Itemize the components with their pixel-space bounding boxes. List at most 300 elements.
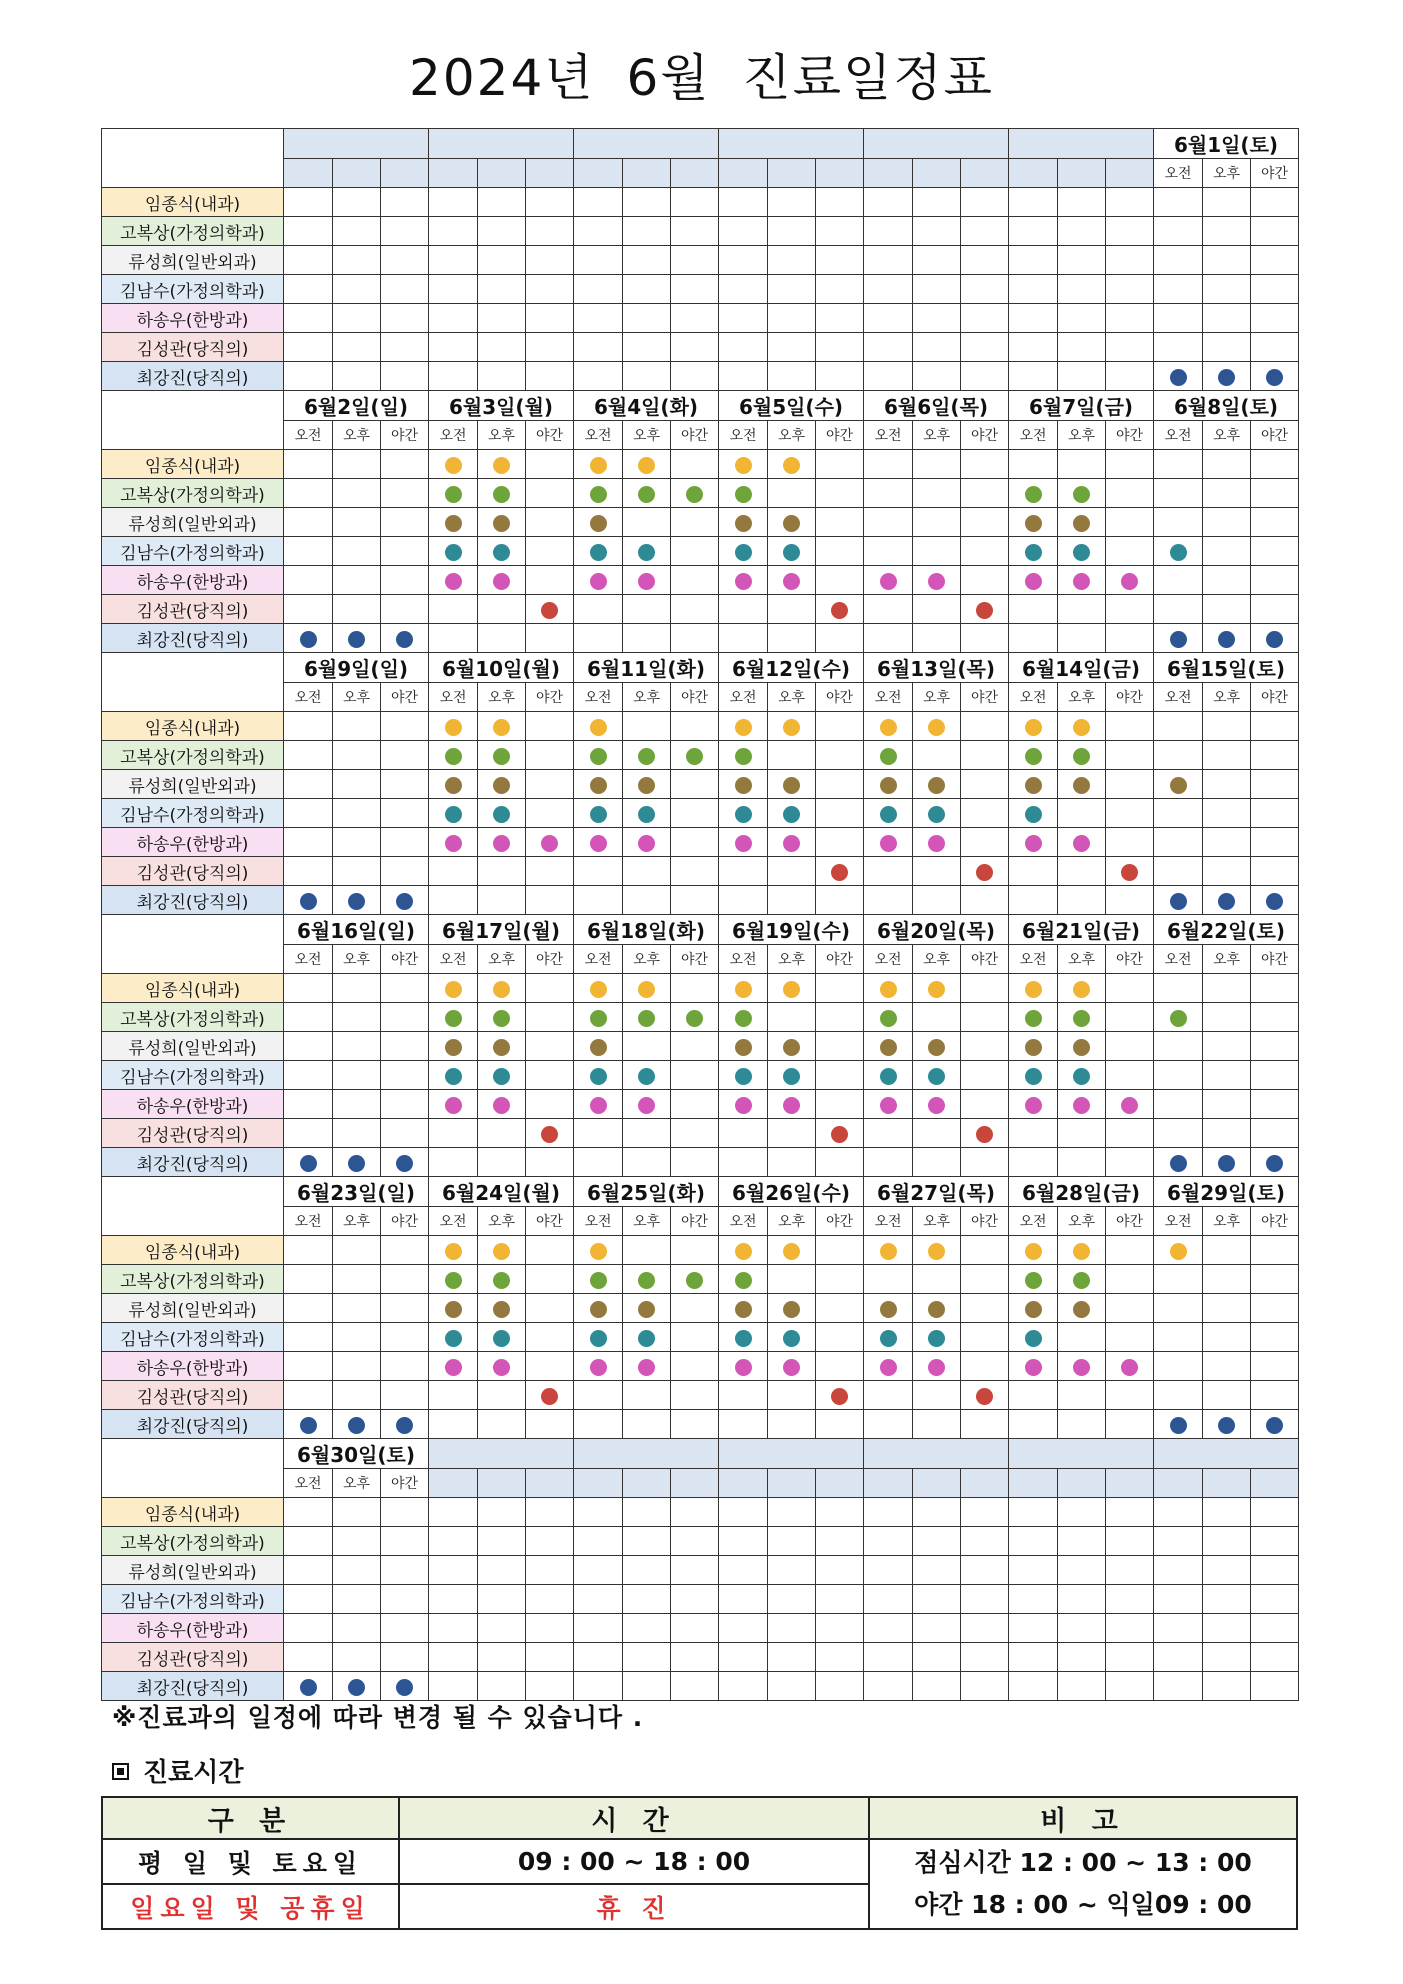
on-duty-dot-icon	[1218, 369, 1235, 386]
schedule-cell	[961, 624, 1009, 653]
schedule-cell	[913, 886, 961, 915]
schedule-cell	[719, 188, 768, 217]
schedule-cell	[1106, 1032, 1154, 1061]
schedule-cell	[333, 1643, 381, 1672]
on-duty-dot-icon	[783, 1097, 800, 1114]
period-label: 오전	[1154, 421, 1203, 450]
on-duty-dot-icon	[735, 806, 752, 823]
schedule-cell	[429, 828, 478, 857]
period-label: 오전	[864, 945, 913, 974]
schedule-cell	[864, 188, 913, 217]
on-duty-dot-icon	[348, 1155, 365, 1172]
schedule-cell	[816, 595, 864, 624]
on-duty-dot-icon	[783, 719, 800, 736]
schedule-cell	[429, 1119, 478, 1148]
on-duty-dot-icon	[493, 1330, 510, 1347]
on-duty-dot-icon	[638, 1097, 655, 1114]
schedule-table	[101, 128, 1299, 1701]
on-duty-dot-icon	[1073, 981, 1090, 998]
schedule-cell	[574, 741, 623, 770]
schedule-cell	[913, 1381, 961, 1410]
schedule-cell	[671, 1381, 719, 1410]
schedule-cell	[1154, 537, 1203, 566]
schedule-cell	[284, 1323, 333, 1352]
schedule-cell	[719, 1381, 768, 1410]
schedule-cell	[961, 1614, 1009, 1643]
on-duty-dot-icon	[1073, 777, 1090, 794]
on-duty-dot-icon	[445, 1330, 462, 1347]
on-duty-dot-icon	[348, 1679, 365, 1696]
schedule-cell	[284, 770, 333, 799]
schedule-cell	[333, 1265, 381, 1294]
on-duty-dot-icon	[880, 719, 897, 736]
on-duty-dot-icon	[300, 893, 317, 910]
schedule-cell	[816, 770, 864, 799]
schedule-cell	[478, 1236, 526, 1265]
schedule-cell	[671, 886, 719, 915]
schedule-cell	[913, 624, 961, 653]
doctor-name: 최강진(당직의)	[102, 624, 284, 653]
doctor-row	[102, 275, 1299, 304]
schedule-cell	[1058, 1119, 1106, 1148]
day-header: 6월27일(목)	[864, 1177, 1009, 1207]
doctor-row	[102, 1032, 1299, 1061]
schedule-cell	[333, 188, 381, 217]
period-label: 오후	[623, 945, 671, 974]
schedule-cell	[1154, 275, 1203, 304]
on-duty-dot-icon	[1218, 1155, 1235, 1172]
schedule-cell	[381, 1556, 429, 1585]
on-duty-dot-icon	[590, 1359, 607, 1376]
schedule-cell	[526, 770, 574, 799]
on-duty-dot-icon	[493, 515, 510, 532]
schedule-cell	[623, 770, 671, 799]
schedule-cell	[429, 479, 478, 508]
schedule-cell	[1106, 1148, 1154, 1177]
on-duty-dot-icon	[735, 1097, 752, 1114]
schedule-cell	[1154, 1643, 1203, 1672]
schedule-cell	[671, 1236, 719, 1265]
schedule-cell	[1058, 712, 1106, 741]
on-duty-dot-icon	[686, 1272, 703, 1289]
schedule-cell	[719, 1614, 768, 1643]
doctor-name: 김성관(당직의)	[102, 1119, 284, 1148]
schedule-cell	[719, 566, 768, 595]
on-duty-dot-icon	[1073, 1010, 1090, 1027]
on-duty-dot-icon	[686, 1010, 703, 1027]
schedule-cell	[429, 188, 478, 217]
schedule-cell	[768, 595, 816, 624]
period-label: 야간	[816, 1207, 864, 1236]
on-duty-dot-icon	[735, 835, 752, 852]
schedule-cell	[816, 828, 864, 857]
day-header-empty	[574, 1439, 719, 1469]
schedule-cell	[961, 1265, 1009, 1294]
day-header: 6월28일(금)	[1009, 1177, 1154, 1207]
schedule-cell	[961, 1090, 1009, 1119]
schedule-cell	[623, 566, 671, 595]
schedule-cell	[429, 246, 478, 275]
schedule-cell	[333, 1003, 381, 1032]
schedule-cell	[381, 275, 429, 304]
on-duty-dot-icon	[1073, 1039, 1090, 1056]
schedule-cell	[333, 1585, 381, 1614]
schedule-cell	[1203, 217, 1251, 246]
schedule-cell	[1251, 566, 1299, 595]
week-date-row	[102, 129, 1299, 159]
schedule-cell	[1106, 1643, 1154, 1672]
schedule-cell	[1106, 450, 1154, 479]
schedule-cell	[864, 246, 913, 275]
schedule-cell	[574, 1003, 623, 1032]
schedule-cell	[768, 1323, 816, 1352]
schedule-cell	[768, 217, 816, 246]
doctor-row	[102, 1352, 1299, 1381]
schedule-cell	[768, 479, 816, 508]
schedule-cell	[623, 188, 671, 217]
on-duty-dot-icon	[686, 748, 703, 765]
schedule-cell	[1203, 1061, 1251, 1090]
on-duty-dot-icon	[831, 1126, 848, 1143]
schedule-cell	[1251, 799, 1299, 828]
period-label: 오전	[284, 683, 333, 712]
schedule-cell	[864, 362, 913, 391]
on-duty-dot-icon	[638, 573, 655, 590]
schedule-cell	[1154, 1556, 1203, 1585]
schedule-cell	[719, 479, 768, 508]
schedule-cell	[671, 537, 719, 566]
on-duty-dot-icon	[1170, 893, 1187, 910]
on-duty-dot-icon	[928, 1039, 945, 1056]
period-label: 오후	[333, 1207, 381, 1236]
schedule-cell	[381, 595, 429, 624]
day-header: 6월18일(화)	[574, 915, 719, 945]
on-duty-dot-icon	[590, 1039, 607, 1056]
schedule-cell	[429, 595, 478, 624]
schedule-cell	[574, 1614, 623, 1643]
schedule-cell	[1106, 537, 1154, 566]
schedule-cell	[574, 1585, 623, 1614]
on-duty-dot-icon	[590, 515, 607, 532]
on-duty-dot-icon	[1170, 1155, 1187, 1172]
schedule-cell	[1106, 1294, 1154, 1323]
on-duty-dot-icon	[348, 1417, 365, 1434]
schedule-cell	[429, 333, 478, 362]
schedule-cell	[429, 624, 478, 653]
schedule-cell	[623, 275, 671, 304]
on-duty-dot-icon	[1025, 981, 1042, 998]
schedule-cell	[526, 1585, 574, 1614]
schedule-cell	[1009, 275, 1058, 304]
schedule-cell	[1203, 1527, 1251, 1556]
schedule-cell	[574, 246, 623, 275]
schedule-cell	[961, 1498, 1009, 1527]
schedule-cell	[1154, 333, 1203, 362]
schedule-cell	[478, 624, 526, 653]
period-label	[623, 159, 671, 188]
schedule-cell	[1058, 1003, 1106, 1032]
schedule-cell	[768, 362, 816, 391]
period-label	[1154, 1469, 1203, 1498]
on-duty-dot-icon	[590, 486, 607, 503]
schedule-cell	[961, 1381, 1009, 1410]
on-duty-dot-icon	[783, 544, 800, 561]
period-label: 오후	[333, 421, 381, 450]
schedule-cell	[1106, 479, 1154, 508]
on-duty-dot-icon	[493, 748, 510, 765]
schedule-cell	[1203, 741, 1251, 770]
schedule-cell	[574, 1643, 623, 1672]
schedule-cell	[913, 1294, 961, 1323]
schedule-cell	[768, 275, 816, 304]
on-duty-dot-icon	[1025, 1272, 1042, 1289]
schedule-cell	[381, 304, 429, 333]
day-header-empty	[574, 129, 719, 159]
schedule-cell	[719, 1061, 768, 1090]
schedule-cell	[478, 246, 526, 275]
schedule-cell	[1203, 1410, 1251, 1439]
on-duty-dot-icon	[1025, 1097, 1042, 1114]
schedule-cell	[333, 712, 381, 741]
period-label: 오후	[1203, 1207, 1251, 1236]
schedule-cell	[1251, 1148, 1299, 1177]
schedule-cell	[961, 1294, 1009, 1323]
day-header-empty	[1154, 1439, 1299, 1469]
doctor-name: 류성희(일반외과)	[102, 508, 284, 537]
schedule-cell	[864, 333, 913, 362]
on-duty-dot-icon	[1266, 893, 1283, 910]
schedule-cell	[1009, 974, 1058, 1003]
schedule-cell	[816, 1032, 864, 1061]
doctor-name: 고복상(가정의학과)	[102, 1527, 284, 1556]
on-duty-dot-icon	[976, 864, 993, 881]
schedule-cell	[913, 799, 961, 828]
schedule-cell	[623, 1236, 671, 1265]
day-header: 6월17일(월)	[429, 915, 574, 945]
schedule-cell	[1009, 1090, 1058, 1119]
day-header: 6월11일(화)	[574, 653, 719, 683]
schedule-cell	[1009, 1061, 1058, 1090]
schedule-cell	[961, 1410, 1009, 1439]
schedule-cell	[671, 217, 719, 246]
schedule-cell	[284, 1672, 333, 1701]
on-duty-dot-icon	[396, 1155, 413, 1172]
schedule-cell	[768, 857, 816, 886]
schedule-cell	[1251, 1090, 1299, 1119]
day-header-empty	[1009, 1439, 1154, 1469]
period-label	[478, 1469, 526, 1498]
period-label: 오전	[864, 683, 913, 712]
on-duty-dot-icon	[590, 1301, 607, 1318]
period-label	[1106, 1469, 1154, 1498]
schedule-cell	[768, 1148, 816, 1177]
doctor-row	[102, 450, 1299, 479]
schedule-cell	[719, 1090, 768, 1119]
period-label: 오후	[623, 683, 671, 712]
schedule-cell	[1251, 1527, 1299, 1556]
week-date-row	[102, 1177, 1299, 1207]
schedule-cell	[478, 1614, 526, 1643]
schedule-cell	[1203, 1148, 1251, 1177]
schedule-cell	[381, 1672, 429, 1701]
schedule-cell	[913, 188, 961, 217]
schedule-cell	[1009, 450, 1058, 479]
on-duty-dot-icon	[638, 1359, 655, 1376]
doctor-name: 고복상(가정의학과)	[102, 217, 284, 246]
schedule-cell	[816, 1672, 864, 1701]
schedule-cell	[574, 508, 623, 537]
schedule-cell	[478, 217, 526, 246]
on-duty-dot-icon	[928, 1097, 945, 1114]
schedule-cell	[913, 1090, 961, 1119]
on-duty-dot-icon	[783, 457, 800, 474]
schedule-cell	[719, 1265, 768, 1294]
hours-note-night: 야간 18 : 00 ~ 익일09 : 00	[914, 1890, 1252, 1919]
schedule-cell	[1058, 1410, 1106, 1439]
schedule-cell	[961, 566, 1009, 595]
schedule-cell	[1203, 1672, 1251, 1701]
period-label: 오전	[1009, 421, 1058, 450]
period-label: 야간	[526, 945, 574, 974]
schedule-cell	[768, 1410, 816, 1439]
schedule-cell	[768, 799, 816, 828]
schedule-cell	[671, 1294, 719, 1323]
schedule-cell	[1058, 479, 1106, 508]
schedule-cell	[284, 1614, 333, 1643]
doctor-name: 고복상(가정의학과)	[102, 741, 284, 770]
schedule-cell	[913, 1410, 961, 1439]
on-duty-dot-icon	[783, 1330, 800, 1347]
schedule-cell	[719, 1527, 768, 1556]
on-duty-dot-icon	[1170, 544, 1187, 561]
schedule-cell	[1251, 1236, 1299, 1265]
schedule-cell	[913, 1032, 961, 1061]
schedule-cell	[816, 1352, 864, 1381]
schedule-cell	[1203, 1614, 1251, 1643]
on-duty-dot-icon	[590, 806, 607, 823]
schedule-cell	[1203, 362, 1251, 391]
schedule-cell	[574, 624, 623, 653]
schedule-cell	[1154, 1032, 1203, 1061]
schedule-cell	[284, 886, 333, 915]
schedule-cell	[864, 1498, 913, 1527]
hours-holiday-time: 휴 진	[399, 1884, 869, 1929]
schedule-cell	[913, 1148, 961, 1177]
schedule-cell	[671, 1148, 719, 1177]
schedule-cell	[1009, 1352, 1058, 1381]
on-duty-dot-icon	[445, 806, 462, 823]
schedule-cell	[284, 1265, 333, 1294]
on-duty-dot-icon	[928, 1301, 945, 1318]
period-label: 오전	[284, 1469, 333, 1498]
on-duty-dot-icon	[1266, 1155, 1283, 1172]
period-label: 오후	[1203, 421, 1251, 450]
schedule-cell	[333, 1410, 381, 1439]
schedule-cell	[864, 1003, 913, 1032]
schedule-cell	[1154, 886, 1203, 915]
on-duty-dot-icon	[445, 1010, 462, 1027]
hours-table	[101, 1796, 1298, 1930]
schedule-cell	[719, 1498, 768, 1527]
period-label: 오전	[429, 945, 478, 974]
schedule-cell	[429, 886, 478, 915]
schedule-cell	[816, 1498, 864, 1527]
doctor-name: 하송우(한방과)	[102, 828, 284, 857]
schedule-cell	[623, 450, 671, 479]
schedule-cell	[429, 275, 478, 304]
schedule-cell	[478, 1003, 526, 1032]
schedule-cell	[1154, 770, 1203, 799]
schedule-cell	[913, 333, 961, 362]
period-label	[864, 159, 913, 188]
on-duty-dot-icon	[445, 573, 462, 590]
schedule-cell	[429, 1061, 478, 1090]
schedule-cell	[1106, 217, 1154, 246]
schedule-cell	[816, 1585, 864, 1614]
schedule-cell	[429, 508, 478, 537]
schedule-cell	[913, 1672, 961, 1701]
on-duty-dot-icon	[1073, 573, 1090, 590]
schedule-cell	[574, 1381, 623, 1410]
schedule-cell	[1009, 1556, 1058, 1585]
schedule-cell	[671, 1032, 719, 1061]
period-label: 야간	[1251, 159, 1299, 188]
schedule-cell	[623, 974, 671, 1003]
on-duty-dot-icon	[783, 835, 800, 852]
schedule-cell	[1154, 246, 1203, 275]
doctor-row	[102, 1119, 1299, 1148]
doctor-row	[102, 333, 1299, 362]
on-duty-dot-icon	[1025, 1301, 1042, 1318]
on-duty-dot-icon	[735, 1068, 752, 1085]
schedule-cell	[816, 1061, 864, 1090]
schedule-cell	[526, 1003, 574, 1032]
schedule-cell	[768, 246, 816, 275]
schedule-cell	[284, 246, 333, 275]
schedule-cell	[816, 1410, 864, 1439]
schedule-cell	[671, 741, 719, 770]
on-duty-dot-icon	[300, 1155, 317, 1172]
schedule-cell	[333, 1381, 381, 1410]
schedule-cell	[333, 624, 381, 653]
schedule-cell	[1154, 508, 1203, 537]
schedule-cell	[719, 333, 768, 362]
on-duty-dot-icon	[590, 573, 607, 590]
day-header: 6월19일(수)	[719, 915, 864, 945]
schedule-cell	[913, 741, 961, 770]
schedule-cell	[913, 217, 961, 246]
schedule-cell	[284, 1527, 333, 1556]
schedule-cell	[1203, 712, 1251, 741]
doctor-row	[102, 508, 1299, 537]
schedule-cell	[381, 1265, 429, 1294]
day-header: 6월22일(토)	[1154, 915, 1299, 945]
period-label	[381, 159, 429, 188]
on-duty-dot-icon	[783, 1068, 800, 1085]
on-duty-dot-icon	[1025, 1243, 1042, 1260]
schedule-cell	[333, 217, 381, 246]
period-label: 오전	[1009, 945, 1058, 974]
schedule-cell	[526, 566, 574, 595]
period-label: 야간	[816, 683, 864, 712]
schedule-cell	[478, 1527, 526, 1556]
schedule-cell	[671, 974, 719, 1003]
schedule-cell	[768, 1556, 816, 1585]
schedule-cell	[574, 1061, 623, 1090]
schedule-cell	[1058, 1614, 1106, 1643]
doctor-row	[102, 188, 1299, 217]
on-duty-dot-icon	[928, 806, 945, 823]
